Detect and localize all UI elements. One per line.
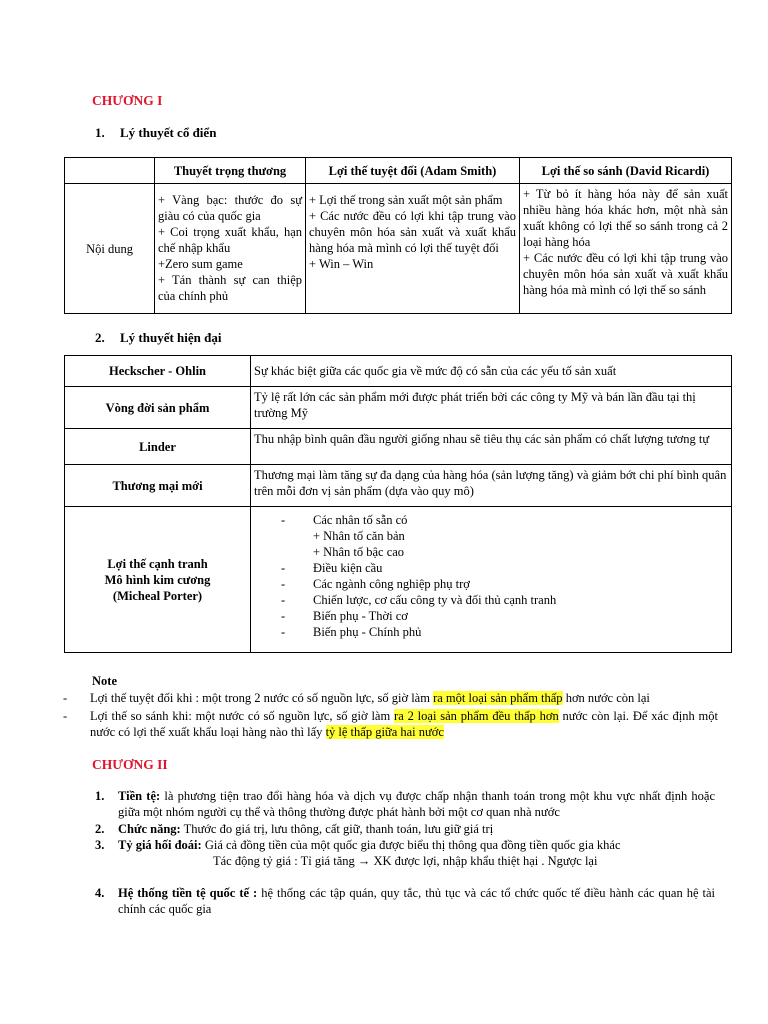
item-text: là phương tiện trao đổi hàng hóa và dịch vụ được chấp nhận thanh toán trong một khu vực nhất định hoặc giữa một nhóm người cụ thể và thông thường được phát hành bởi một cơ quan nhà nước (118, 789, 715, 819)
note2-text-mid: nước còn lại. Để xác định một nước có lợi thế xuất khẩu loại hàng nào thì lấy (90, 709, 718, 739)
item-heading: Tỷ giá hối đoái: (118, 838, 202, 852)
table1-cell-comparative (520, 184, 732, 314)
table1-c1-line: + Vàng bạc: thước đo sự giàu có của quốc gia (158, 193, 302, 223)
chapter-2-title: CHƯƠNG II (92, 757, 168, 772)
section-2-title: Lý thuyết hiện đại (120, 330, 222, 345)
item-number: 4. (95, 886, 105, 900)
item-heading: Hệ thống tiền tệ quốc tế : (118, 886, 258, 900)
item-text: hệ thống các tập quán, quy tắc, thủ tục và các tổ chức quốc tế điều hành các quan hệ tài chính các quốc gia (118, 886, 715, 916)
list-item-text: Các nhân tố sẵn có (313, 513, 408, 527)
table1-c2-line: + Các nước đều có lợi khi tập trung vào chuyên môn hóa sản xuất và xuất khẩu hàng hóa mà mình có lợi thế tuyệt đối (309, 209, 516, 255)
list-item-text: Biến phụ - Chính phủ (313, 625, 422, 639)
item-number: 2. (95, 822, 105, 836)
table1-c2-line: + Win – Win (309, 257, 374, 271)
table2-porter-list-cell (251, 507, 732, 653)
section-2-number: 2. (95, 330, 105, 345)
table2-label-product-life: Vòng đời sản phẩm (65, 387, 251, 429)
porter-label-line: Mô hình kim cương (104, 572, 211, 587)
item-heading: Tiền tệ: (118, 789, 161, 803)
sub-item: + Nhân tố bậc cao (313, 545, 405, 559)
table1-header-empty (65, 158, 155, 184)
table1-c1-line: + Coi trọng xuất khẩu, hạn chế nhập khẩu (158, 225, 302, 255)
chapter2-item-3 (95, 837, 715, 853)
porter-label-line: Lợi thế cạnh tranh (107, 556, 208, 571)
section-1-number: 1. (95, 125, 105, 140)
table1-header-absolute: Lợi thế tuyệt đối (Adam Smith) (306, 158, 520, 184)
table2-label-porter (65, 507, 251, 653)
list-item-text: Các ngành công nghiệp phụ trợ (313, 577, 470, 591)
chapter2-item-1 (95, 788, 715, 820)
note1-text: Lợi thế tuyệt đối khi : một trong 2 nước có số nguồn lực, số giờ làm (90, 691, 434, 705)
section-1-heading (95, 125, 216, 141)
list-item: - Các ngành công nghiệp phụ trợ (281, 577, 470, 591)
list-item: - Biến phụ - Chính phủ (281, 625, 422, 639)
porter-factor-list (281, 512, 728, 640)
list-item: - Các nhân tố sẵn có + Nhân tố căn bản + Nhân tố bậc cao (281, 512, 728, 560)
porter-label-line: (Micheal Porter) (112, 588, 203, 603)
list-item-text: Chiến lược, cơ cấu công ty và đối thủ cạnh tranh (313, 593, 557, 607)
item-heading: Chức năng: (118, 822, 181, 836)
table2-label-heckscher: Heckscher - Ohlin (65, 356, 251, 387)
note-item-comparative: - Lợi thế so sánh khi: một nước có số nguồn lực, số giờ làm ra 2 loại sản phẩm đều thấp hơn nước còn lại. Để xác định một nước có lợi thế xuất khẩu loại hàng nào thì lấy tỷ lệ thấp giữa hai nước (63, 709, 718, 739)
classical-theory-table (64, 157, 732, 314)
list-item: - Biến phụ - Thời cơ (281, 609, 408, 623)
item-text: Thước đo giá trị, lưu thông, cất giữ, thanh toán, lưu giữ giá trị (180, 822, 494, 836)
list-item-text: Biến phụ - Thời cơ (313, 609, 408, 623)
table2-text-heckscher: Sự khác biệt giữa các quốc gia về mức độ có sẵn của các yếu tố sản xuất (251, 356, 732, 387)
list-item: - Chiến lược, cơ cấu công ty và đối thủ cạnh tranh (281, 593, 557, 607)
table1-c3-line: + Các nước đều có lợi khi tập trung vào chuyên môn hóa sản xuất và xuất khẩu hàng hóa mà mình có lợi thế so sánh (523, 251, 728, 297)
item-number: 1. (95, 789, 105, 803)
table2-text-product-life: Tỷ lệ rất lớn các sản phẩm mới được phát triển bởi các công ty Mỹ và bán lần đầu tại thị trường Mỹ (251, 387, 732, 429)
list-item-text: Điều kiện cầu (313, 561, 383, 575)
modern-theory-table (64, 355, 732, 653)
table1-c2-line: + Lợi thế trong sản xuất một sản phẩm (309, 193, 503, 207)
table1-c1-line: +Zero sum game (158, 257, 243, 271)
chapter2-item-4 (95, 885, 715, 917)
note2-text: Lợi thế so sánh khi: một nước có số nguồn lực, số giờ làm (90, 709, 395, 723)
item-number: 3. (95, 838, 105, 852)
note2-highlight-2: tỷ lệ thấp giữa hai nước (325, 725, 444, 739)
chapter2-item-2 (95, 821, 715, 837)
list-item: - Điều kiện cầu (281, 561, 383, 575)
note-title: Note (92, 674, 117, 688)
table1-cell-absolute (306, 184, 520, 314)
note1-text-end: hơn nước còn lại (562, 691, 650, 705)
exchange-rate-effect: Tác động tỷ giá : Tỉ giá tăng → XK được lợi, nhập khẩu thiệt hại . Ngược lại (213, 854, 598, 868)
note2-highlight: ra 2 loại sản phẩm đều thấp hơn (394, 709, 559, 723)
chapter-1-title: CHƯƠNG I (92, 93, 163, 108)
table2-label-new-trade: Thương mại mới (65, 465, 251, 507)
table1-c3-line: + Từ bỏ ít hàng hóa này để sản xuất nhiều hàng hóa khác hơn, một nhà sản xuất không có lợi thế so sánh trong cả 2 loại hàng hóa (523, 187, 728, 249)
table1-row-label: Nội dung (65, 184, 155, 314)
table2-text-new-trade: Thương mại làm tăng sự đa dạng của hàng hóa (sản lượng tăng) và giảm bớt chi phí bình quân trên mỗi đơn vị sản phẩm (dựa vào quy mô) (251, 465, 732, 507)
note-item-absolute: - Lợi thế tuyệt đối khi : một trong 2 nước có số nguồn lực, số giờ làm ra một loại sản phẩm thấp hơn nước còn lại (63, 691, 650, 705)
section-1-title: Lý thuyết cổ điển (120, 125, 217, 140)
section-2-heading (95, 330, 222, 346)
table1-header-comparative: Lợi thế so sánh (David Ricardi) (520, 158, 732, 184)
item-text: Giá cả đồng tiền của một quốc gia được biểu thị thông qua đồng tiền quốc gia khác (201, 838, 621, 852)
table1-cell-mercantilism (155, 184, 306, 314)
table2-label-linder: Linder (65, 429, 251, 465)
table1-c1-line: + Tán thành sự can thiệp của chính phủ (158, 273, 302, 303)
table1-header-mercantilism: Thuyết trọng thương (155, 158, 306, 184)
sub-item: + Nhân tố căn bản (313, 529, 405, 543)
table2-text-linder: Thu nhập bình quân đầu người giống nhau sẽ tiêu thụ các sản phẩm có chất lượng tương tự (251, 429, 732, 465)
note1-highlight: ra một loại sản phẩm thấp (433, 691, 563, 705)
